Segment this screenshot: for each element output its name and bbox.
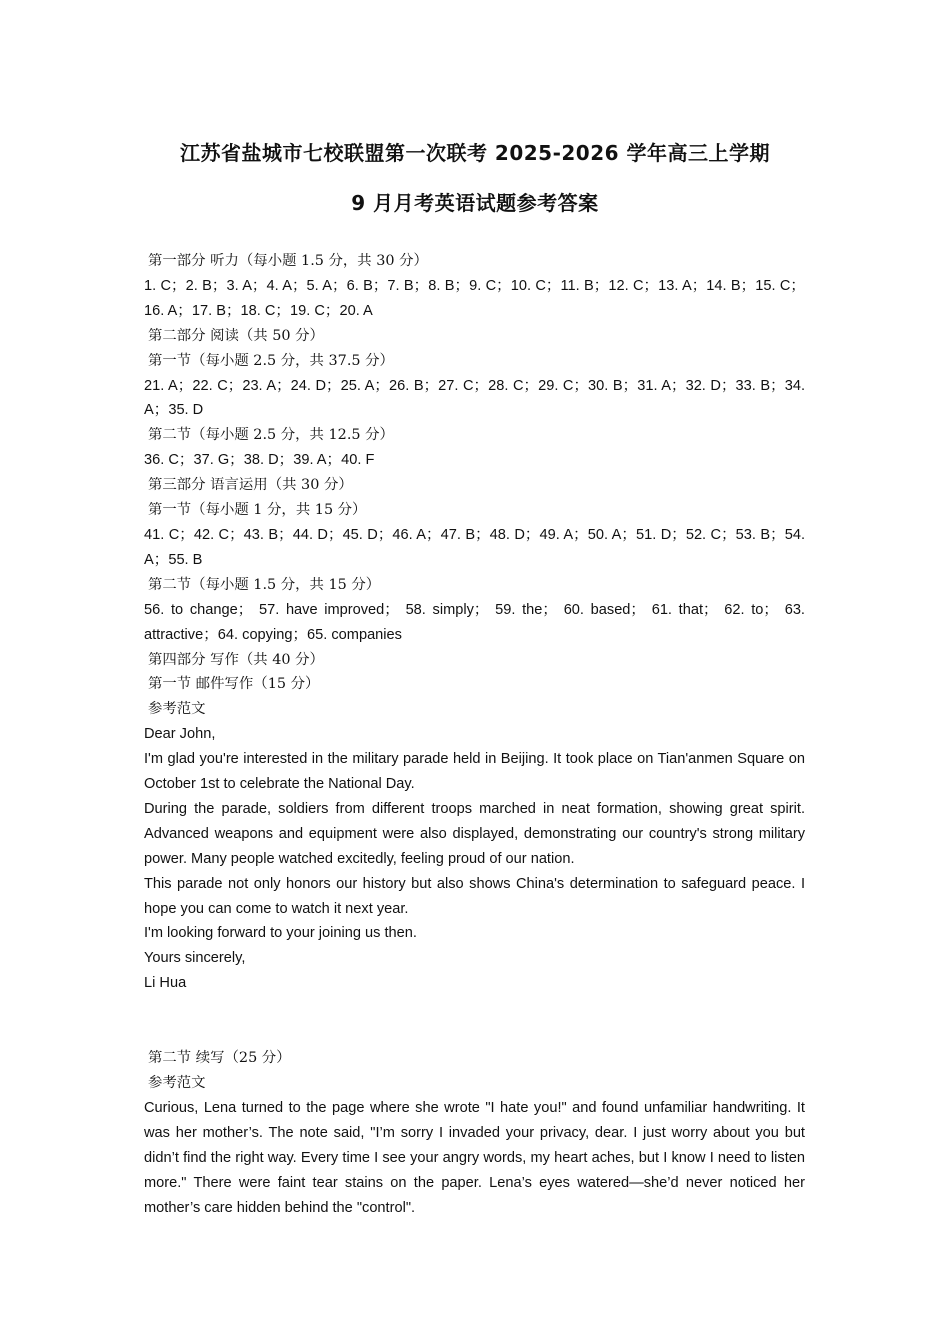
part2-section1-answers: 21. A；22. C；23. A；24. D；25. A；26. B；27. C；28. C；29. C；30. B；31. A；32. D；33. B；34. A；35. D — [144, 377, 805, 419]
part2-section2-answers: 36. C；37. G；38. D；39. A；40. F — [144, 452, 375, 469]
sample-essay-label-2: 参考范文 — [148, 1075, 206, 1092]
part4-heading: 第四部分 写作（共 40 分） — [148, 651, 324, 668]
document-body — [144, 249, 805, 1221]
part3-heading: 第三部分 语言运用（共 30 分） — [148, 477, 353, 494]
part3-section1-answers: 41. C；42. C；43. B；44. D；45. D；46. A；47. B；48. D；49. A；50. A；51. D；52. C；53. B；54. A；55. B — [144, 526, 805, 568]
part1-answers: 1. C；2. B；3. A；4. A；5. A；6. B；7. B；8. B；9. C；10. C；11. B；12. C；13. A；14. B；15. C；16. A；17. B；18. C；19. C；20. A — [144, 277, 805, 319]
letter-greeting: Dear John, — [144, 726, 216, 743]
part2-section1-heading: 第一节（每小题 2.5 分，共 37.5 分） — [148, 352, 394, 369]
document-title-line-1: 江苏省盐城市七校联盟第一次联考 2025-2026 学年高三上学期 — [179, 141, 771, 165]
spacer — [144, 996, 805, 1046]
part3-section1-heading: 第一节（每小题 1 分，共 15 分） — [148, 502, 367, 519]
part4-section2-heading: 第二节 续写（25 分） — [148, 1050, 291, 1067]
part2-section2-heading: 第二节（每小题 2.5 分，共 12.5 分） — [148, 427, 394, 444]
part1-heading: 第一部分 听力（每小题 1.5 分，共 30 分） — [148, 253, 428, 269]
part3-section2-answers: 56. to change； 57. have improved； 58. simply； 59. the； 60. based； 61. that； 62. to； 63. attractive；64. copying；65. companies — [144, 601, 805, 643]
letter-paragraph-4: I'm looking forward to your joining us then. — [144, 925, 417, 942]
part3-section2-heading: 第二节（每小题 1.5 分，共 15 分） — [148, 576, 381, 593]
letter-paragraph-2: During the parade, soldiers from different troops marched in neat formation, showing great spirit. Advanced weapons and equipment were also displayed, demonstrating our country's strong military power. Many people watched excitedly, feeling proud of our nation. — [144, 800, 805, 867]
part4-section1-heading: 第一节 邮件写作（15 分） — [148, 676, 320, 693]
letter-paragraph-1: I'm glad you're interested in the military parade held in Beijing. It took place on Tian'anmen Square on October 1st to celebrate the National Day. — [144, 751, 805, 793]
letter-signature: Li Hua — [144, 975, 187, 992]
continuation-paragraph: Curious, Lena turned to the page where she wrote "I hate you!" and found unfamiliar handwriting. It was her mother’s. The note said, "I’m sorry I invaded your privacy, dear. I just worry about you but didn’t find the right way. Every time I see your angry words, my heart aches, but I know I need to listen more." There were faint tear stains on the paper. Lena’s eyes watered—she’d never noticed her mother’s care hidden behind the "control". — [144, 1100, 805, 1216]
document-title-line-2: 9 月月考英语试题参考答案 — [351, 191, 599, 215]
letter-closing: Yours sincerely, — [144, 950, 246, 967]
letter-paragraph-3: This parade not only honors our history but also shows China's determination to safeguard peace. I hope you can come to watch it next year. — [144, 875, 805, 917]
sample-essay-label: 参考范文 — [148, 701, 206, 718]
part2-heading: 第二部分 阅读（共 50 分） — [148, 327, 324, 344]
